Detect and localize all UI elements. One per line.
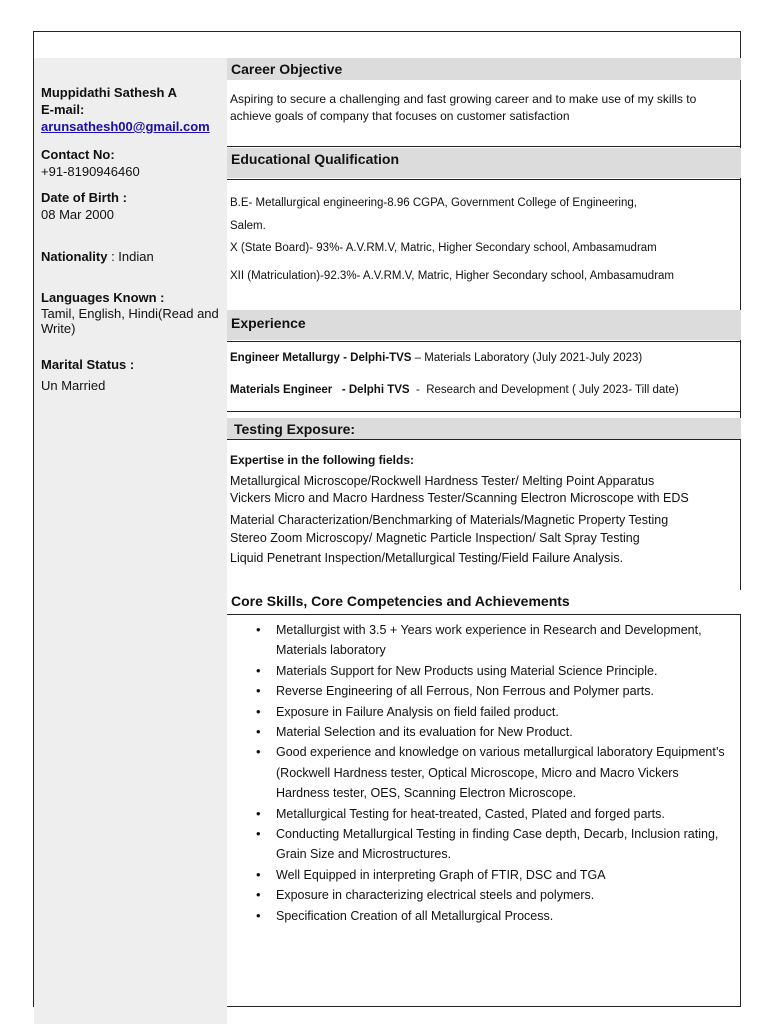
experience-separator: – — [411, 352, 425, 364]
experience-row — [230, 382, 735, 399]
career-text: Aspiring to secure a challenging and fast growing career and to make use of my skills to achieve goals of company that focuses on customer satisfaction — [230, 92, 697, 123]
list-item: • Material Selection and its evaluation for New Product. — [230, 722, 730, 742]
candidate-name: Muppidathi Sathesh A — [41, 85, 178, 100]
testing-line: Vickers Micro and Macro Hardness Tester/Scanning Electron Microscope with EDS — [230, 491, 689, 505]
dob-block — [41, 189, 221, 223]
nationality-label: Nationality — [41, 249, 108, 264]
testing-line: Material Characterization/Benchmarking of Materials/Magnetic Property Testing — [230, 513, 669, 527]
skills-list — [230, 620, 730, 926]
career-heading: Career Objective — [227, 58, 741, 80]
education-line: Salem. — [230, 220, 266, 232]
experience-row — [230, 350, 735, 367]
list-item: • Metallurgical Testing for heat-treated, Casted, Plated and forged parts. — [230, 804, 730, 824]
experience-heading: Experience — [227, 310, 741, 340]
email-label: E-mail: — [41, 102, 85, 117]
divider — [227, 411, 741, 412]
experience-role: Engineer Metallurgy - — [230, 352, 351, 364]
nationality-value: : Indian — [107, 249, 154, 264]
testing-line: Metallurgical Microscope/Rockwell Hardness Tester/ Melting Point Apparatus — [230, 474, 655, 488]
experience-company: Delphi-TVS — [350, 352, 412, 364]
list-item: • Materials Support for New Products using Material Science Principle. — [230, 661, 730, 681]
marital-value: Un Married — [41, 378, 106, 393]
email-link[interactable]: arunsathesh00@gmail.com — [41, 119, 210, 134]
experience-role: Materials Engineer - — [230, 384, 349, 396]
contact-block — [41, 84, 221, 135]
education-heading: Educational Qualification — [227, 148, 741, 178]
testing-line: Stereo Zoom Microscopy/ Magnetic Particle Inspection/ Salt Spray Testing — [230, 531, 640, 545]
experience-detail: Materials Laboratory (July 2021-July 2023) — [424, 352, 643, 364]
contact-number: +91-8190946460 — [41, 164, 140, 179]
list-item: • Metallurgist with 3.5 + Years work experience in Research and Development, Materials laboratory — [230, 620, 730, 661]
contact-label: Contact No: — [41, 147, 115, 162]
list-item: • Well Equipped in interpreting Graph of FTIR, DSC and TGA — [230, 865, 730, 885]
phone-block — [41, 146, 221, 180]
dob-label: Date of Birth : — [41, 190, 127, 205]
marital-label: Marital Status : — [41, 357, 135, 372]
divider — [227, 146, 741, 147]
dob-value: 08 Mar 2000 — [41, 207, 114, 222]
divider — [227, 341, 741, 342]
divider — [227, 614, 741, 615]
list-item: • Specification Creation of all Metallurgical Process. — [230, 906, 730, 926]
experience-company: Delphi TVS — [348, 384, 410, 396]
skills-heading: Core Skills, Core Competencies and Achievements — [227, 590, 741, 614]
languages-block — [41, 289, 221, 336]
list-item: • Reverse Engineering of all Ferrous, Non Ferrous and Polymer parts. — [230, 681, 730, 701]
education-line: X (State Board)- 93%- A.V.RM.V, Matric, Higher Secondary school, Ambasamudram — [230, 242, 657, 254]
testing-subheading: Expertise in the following fields: — [230, 453, 415, 467]
testing-heading: Testing Exposure: — [227, 418, 741, 440]
nationality-block — [41, 248, 221, 265]
languages-label: Languages Known : — [41, 290, 165, 305]
languages-value: Tamil, English, Hindi(Read and Write) — [41, 306, 219, 336]
education-line: B.E- Metallurgical engineering-8.96 CGPA, Government College of Engineering, — [230, 197, 637, 209]
divider — [227, 179, 741, 180]
testing-line: Liquid Penetrant Inspection/Metallurgical Testing/Field Failure Analysis. — [230, 551, 624, 565]
experience-detail: Research and Development ( July 2023- Till date) — [426, 384, 679, 396]
list-item: • Exposure in characterizing electrical steels and polymers. — [230, 885, 730, 905]
experience-separator: - — [409, 384, 427, 396]
divider — [227, 439, 741, 440]
list-item: • Exposure in Failure Analysis on field failed product. — [230, 702, 730, 722]
list-item: • Good experience and knowledge on various metallurgical laboratory Equipment’s (Rockwell Hardness tester, Optical Microscope, Micro and Macro Vickers Hardness tester, OES, Scanning Electron Microscope. — [230, 742, 730, 803]
marital-block — [41, 356, 221, 394]
education-line: XII (Matriculation)-92.3%- A.V.RM.V, Matric, Higher Secondary school, Ambasamudram — [230, 270, 674, 282]
list-item: • Conducting Metallurgical Testing in finding Case depth, Decarb, Inclusion rating, Grain Size and Microstructures. — [230, 824, 730, 865]
